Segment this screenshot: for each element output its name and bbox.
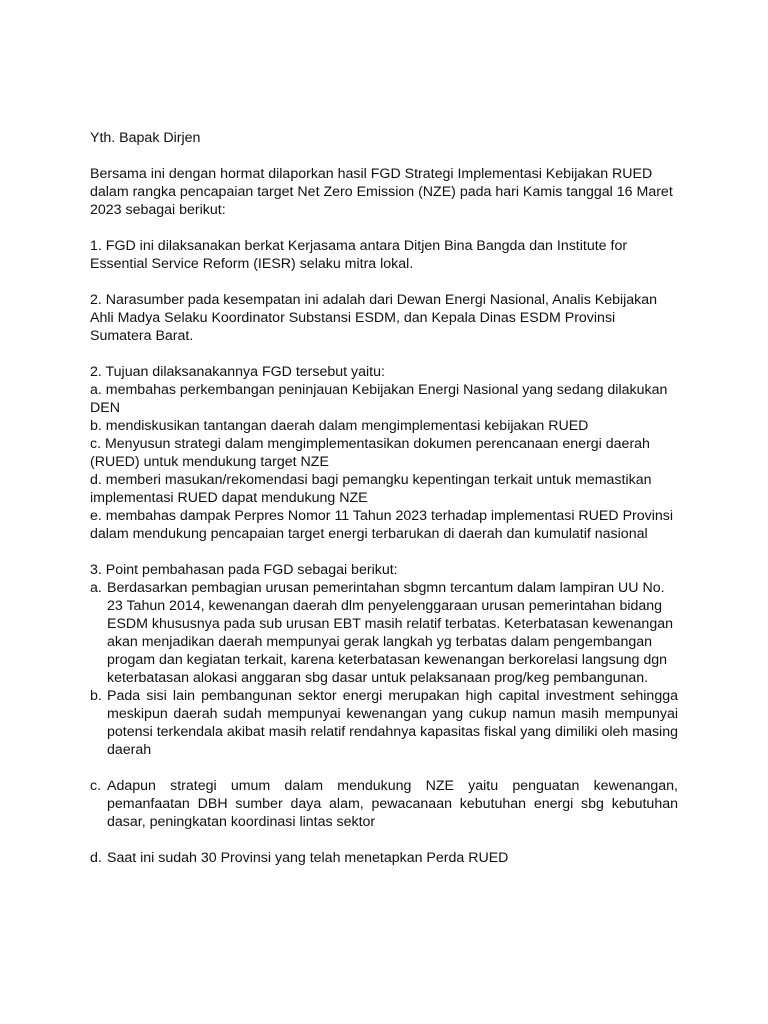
pembahasan-item-d	[90, 849, 678, 867]
tujuan-item-b: b. mendiskusikan tantangan daerah dalam mengimplementasi kebijakan RUED	[90, 418, 589, 434]
tujuan-item-a: a. membahas perkembangan peninjauan Kebijakan Energi Nasional yang sedang dilakukan DEN	[90, 382, 668, 416]
list-marker: a.	[90, 580, 102, 596]
intro-paragraph: Bersama ini dengan hormat dilaporkan hasil FGD Strategi Implementasi Kebijakan RUED dalam rangka pencapaian target Net Zero Emission (NZE) pada hari Kamis tanggal 16 Maret 2023 sebagai berikut:	[90, 166, 673, 218]
spacer	[90, 219, 678, 237]
list-item-text: Saat ini sudah 30 Provinsi yang telah menetapkan Perda RUED	[107, 850, 509, 866]
list-marker: d.	[90, 850, 102, 866]
tujuan-section	[90, 363, 678, 543]
tujuan-item-c: c. Menyusun strategi dalam mengimplementasikan dokumen perencanaan energi daerah (RUED) untuk mendukung target NZE	[90, 436, 650, 470]
tujuan-item-d: d. memberi masukan/rekomendasi bagi pemangku kepentingan terkait untuk memastikan implementasi RUED dapat mendukung NZE	[90, 472, 652, 506]
salutation: Yth. Bapak Dirjen	[90, 130, 201, 146]
spacer	[90, 759, 678, 777]
letter-body	[90, 129, 678, 867]
spacer	[90, 345, 678, 363]
tujuan-heading: 2. Tujuan dilaksanakannya FGD tersebut yaitu:	[90, 364, 385, 380]
pembahasan-item-b	[90, 687, 678, 759]
pembahasan-heading: 3. Point pembahasan pada FGD sebagai berikut:	[90, 562, 398, 578]
list-item-text: Berdasarkan pembagian urusan pemerintahan sbgmn tercantum dalam lampiran UU No. 23 Tahun 2014, kewenangan daerah dlm penyelenggaraan urusan pemerintahan bidang ESDM khususnya pada sub urusan EBT masih relatif terbatas. Keterbatasan kewenangan akan menjadikan daerah mempunyai gerak langkah yg terbatas dalam pengembangan progam dan kegiatan terkait, karena keterbatasan kewenangan berkorelasi langsung dgn keterbatasan alokasi anggaran sbg dasar untuk pelaksanaan prog/keg pembangunan.	[107, 580, 673, 686]
paragraph-1: 1. FGD ini dilaksanakan berkat Kerjasama antara Ditjen Bina Bangda dan Institute for Essential Service Reform (IESR) selaku mitra lokal.	[90, 238, 628, 272]
tujuan-item-e: e. membahas dampak Perpres Nomor 11 Tahun 2023 terhadap implementasi RUED Provinsi dalam mendukung pencapaian target energi terbarukan di daerah dan kumulatif nasional	[90, 508, 674, 542]
list-item-text: Adapun strategi umum dalam mendukung NZE yaitu penguatan kewenangan, pemanfaatan DBH sumber daya alam, pewacanaan kebutuhan energi sbg kebutuhan dasar, peningkatan koordinasi lintas sektor	[107, 778, 678, 830]
spacer	[90, 543, 678, 561]
spacer	[90, 831, 678, 849]
list-item-text: Pada sisi lain pembangunan sektor energi merupakan high capital investment sehingga meskipun daerah sudah mempunyai kewenangan yang cukup namun masih mempunyai potensi terkendala akibat masih relatif rendahnya kapasitas fiskal yang dimiliki oleh masing daerah	[107, 688, 678, 758]
spacer	[90, 147, 678, 165]
spacer	[90, 273, 678, 291]
paragraph-2: 2. Narasumber pada kesempatan ini adalah dari Dewan Energi Nasional, Analis Kebijakan Ahli Madya Selaku Koordinator Substansi ESDM, dan Kepala Dinas ESDM Provinsi Sumatera Barat.	[90, 292, 658, 344]
pembahasan-item-c	[90, 777, 678, 831]
list-marker: c.	[90, 778, 102, 794]
list-marker: b.	[90, 688, 102, 704]
pembahasan-section	[90, 561, 678, 867]
pembahasan-item-a	[90, 579, 678, 687]
